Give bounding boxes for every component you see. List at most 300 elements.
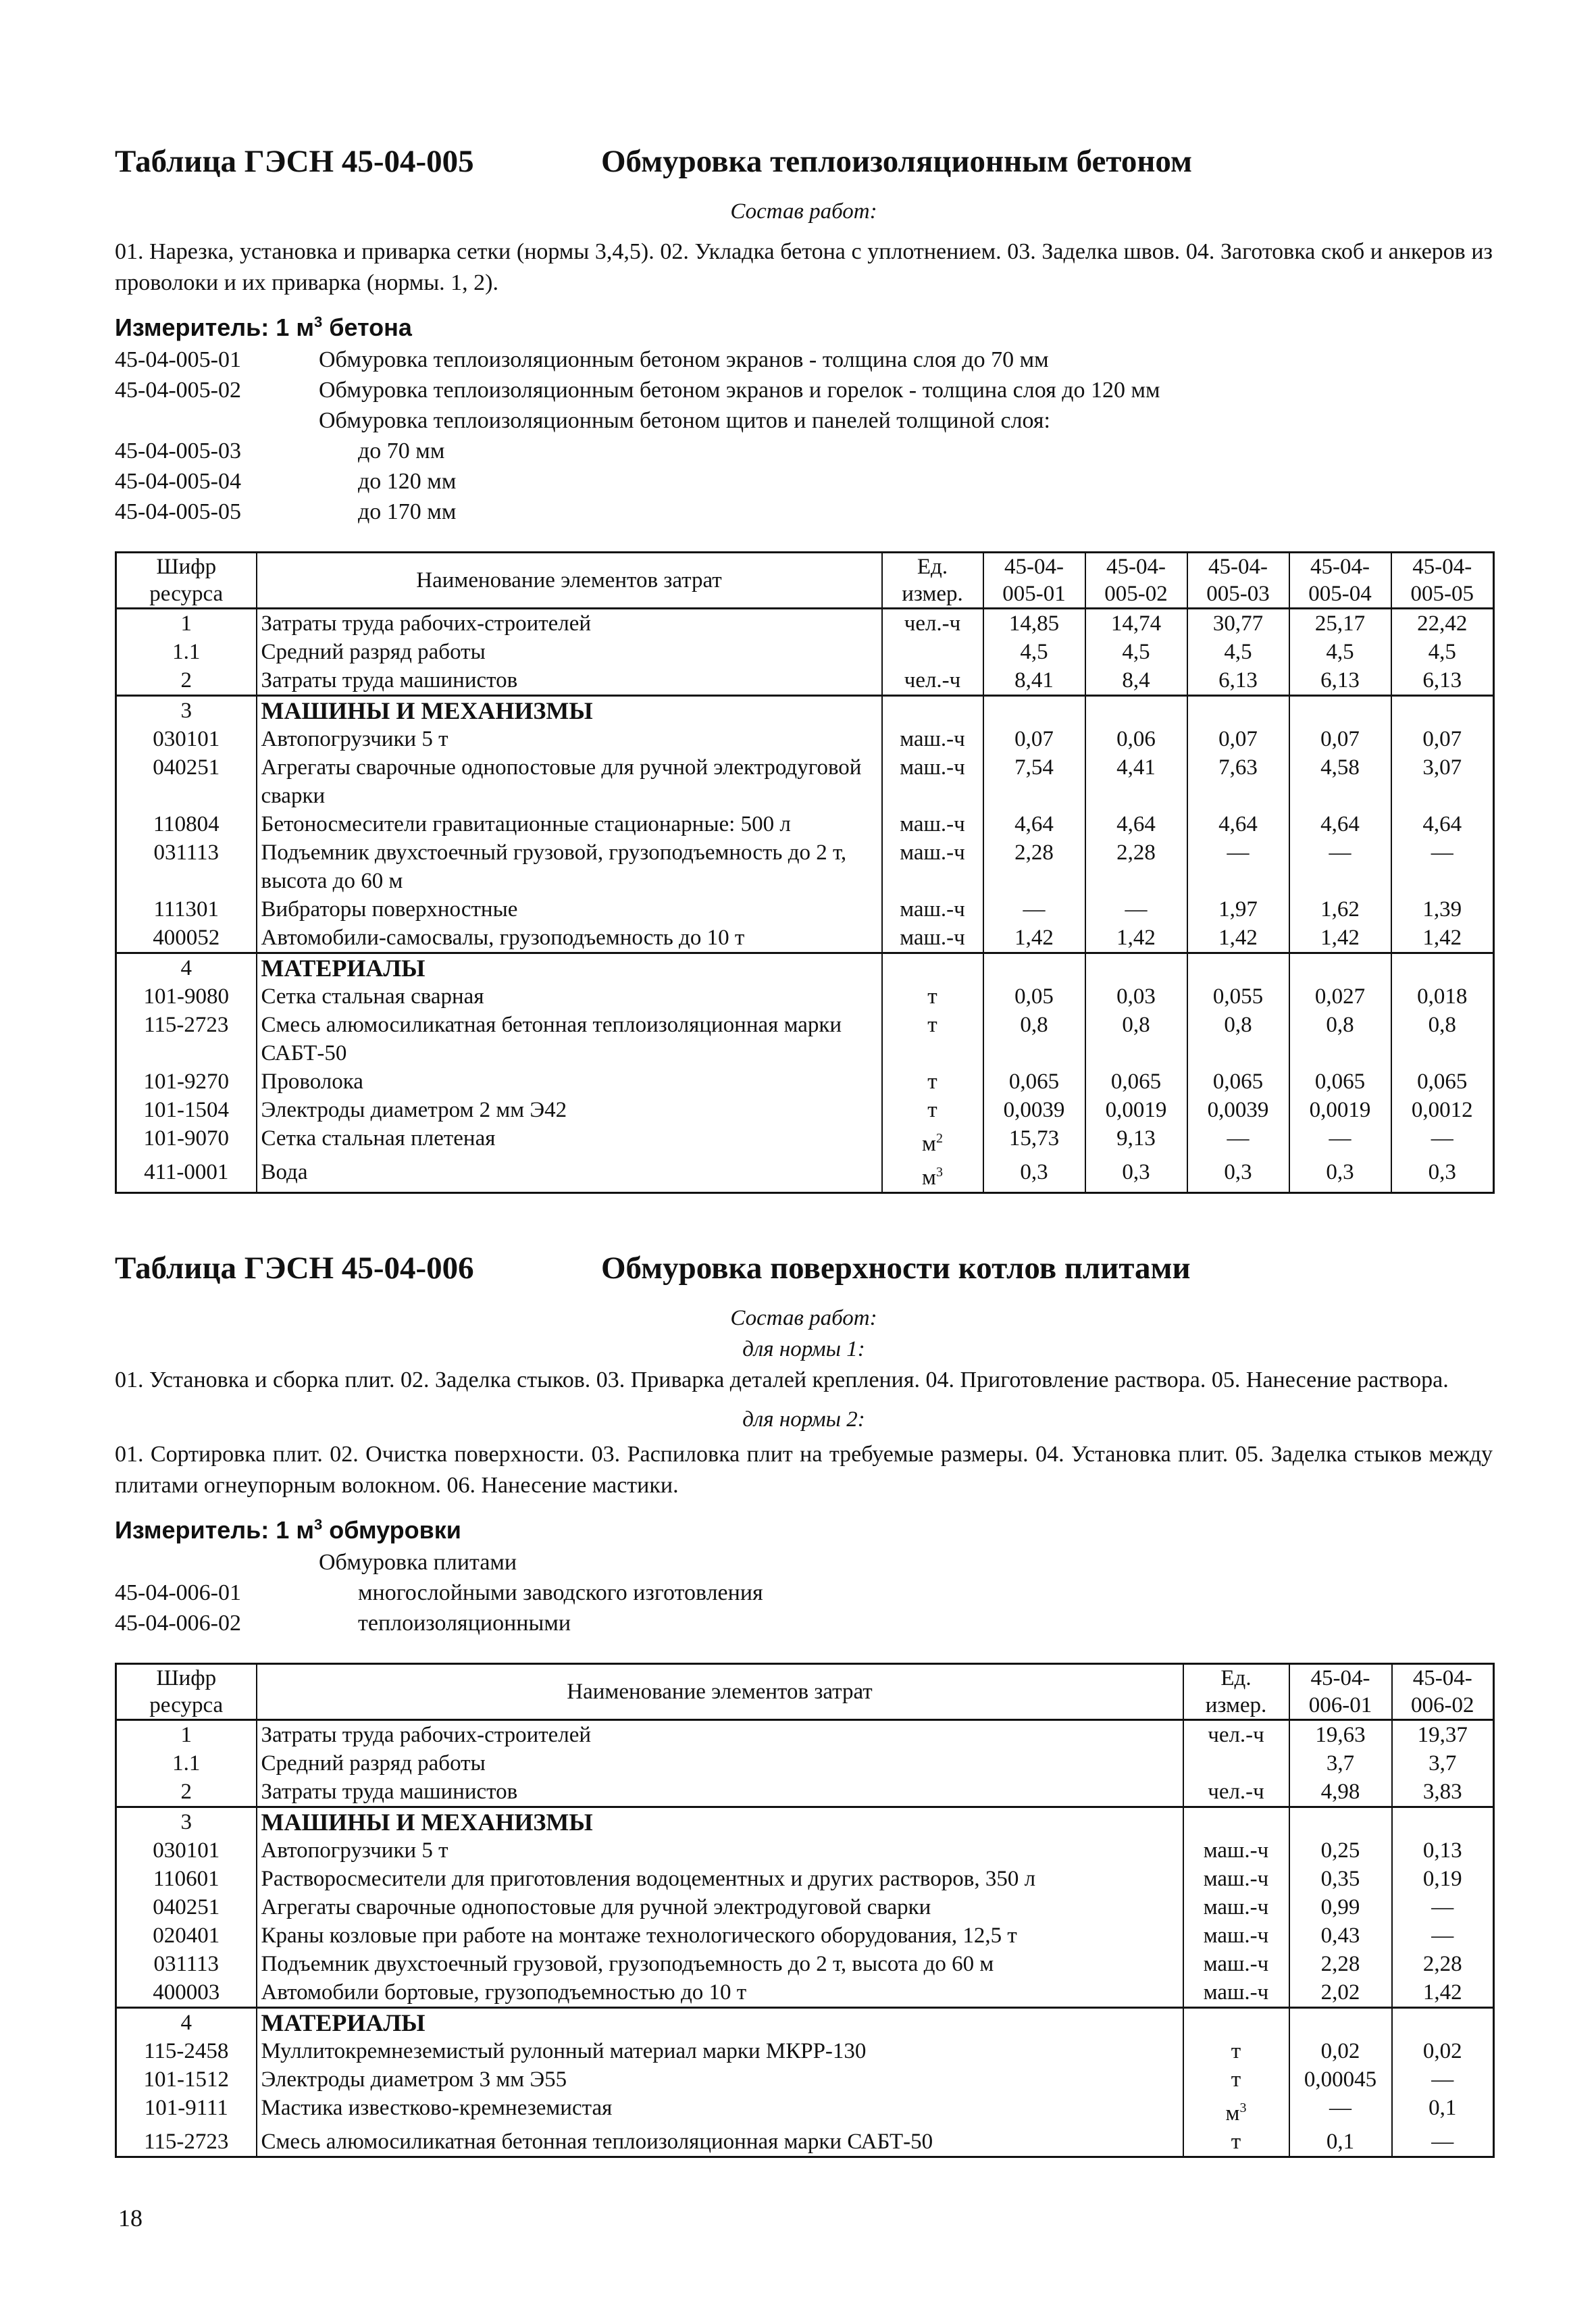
norm-value: 4,64 xyxy=(1391,810,1494,838)
resource-name: Автопогрузчики 5 т xyxy=(257,725,882,753)
norm-value: 4,41 xyxy=(1085,753,1187,810)
resource-unit xyxy=(882,953,983,983)
norm-value: 0,0012 xyxy=(1391,1096,1494,1124)
norm-value: 2,28 xyxy=(983,838,1085,895)
norm-list xyxy=(115,1547,1493,1638)
norm-value: 0,1 xyxy=(1289,2128,1392,2157)
norm-value: 0,19 xyxy=(1392,1865,1494,1893)
resource-name: Вибраторы поверхностные xyxy=(257,895,882,924)
norm-value: 4,58 xyxy=(1289,753,1391,810)
table-row xyxy=(116,1158,1494,1193)
table-row xyxy=(116,725,1494,753)
norm-value: 1,42 xyxy=(1289,924,1391,953)
norm-value: 0,3 xyxy=(1187,1158,1289,1193)
resource-name: Средний разряд работы xyxy=(257,638,882,666)
norm-value: 0,3 xyxy=(1085,1158,1187,1193)
norm-value: 0,05 xyxy=(983,982,1085,1011)
table-row xyxy=(116,953,1494,983)
resource-unit: т xyxy=(882,1096,983,1124)
resource-unit: т xyxy=(1183,2037,1289,2065)
norm-value: 1,42 xyxy=(983,924,1085,953)
resource-unit: маш.-ч xyxy=(1183,1893,1289,1921)
composition-text: 01. Установка и сборка плит. 02. Заделка стыков. 03. Приварка деталей крепления. 04. Приготовление раствора. 05. Нанесение раствора. xyxy=(115,1367,1449,1392)
norm-value: 0,027 xyxy=(1289,982,1391,1011)
norm-value: 0,3 xyxy=(983,1158,1085,1193)
norm-value xyxy=(1391,953,1494,983)
norm-value: 0,99 xyxy=(1289,1893,1392,1921)
norm-value: — xyxy=(1391,1124,1494,1158)
resource-name: Агрегаты сварочные однопостовые для ручной электродуговой сварки xyxy=(257,753,882,810)
group-heading: МАТЕРИАЛЫ xyxy=(257,953,882,983)
norm-value: 0,3 xyxy=(1391,1158,1494,1193)
group-heading: МАТЕРИАЛЫ xyxy=(257,2008,1183,2038)
composition-text: 01. Сортировка плит. 02. Очистка поверхности. 03. Распиловка плит на требуемые размеры. 04. Установка плит. 05. Заделка стыков между плитами огнеупорным волокном. 06. Нанесение мастики. xyxy=(115,1442,1493,1498)
table-title xyxy=(115,1250,1493,1299)
norm-line xyxy=(115,345,1493,375)
table-row xyxy=(116,1921,1494,1950)
resource-unit: чел.-ч xyxy=(882,666,983,696)
norm-value: 0,35 xyxy=(1289,1865,1392,1893)
table-row xyxy=(116,924,1494,953)
resource-unit: чел.-ч xyxy=(1183,1778,1289,1807)
norm-value: 0,0019 xyxy=(1289,1096,1391,1124)
norm-code: 45-04-005-05 xyxy=(115,499,241,524)
norm-line xyxy=(115,466,1493,497)
resource-unit: чел.-ч xyxy=(882,609,983,638)
norm-value: 0,00045 xyxy=(1289,2065,1392,2094)
norm-value: 7,63 xyxy=(1187,753,1289,810)
resource-unit: $м^3$ xyxy=(882,1158,983,1193)
resource-name: Затраты труда рабочих-строителей xyxy=(257,1720,1183,1750)
table-row xyxy=(116,1865,1494,1893)
meter-line: Измеритель: 1 $м^3$ обмуровки xyxy=(115,1516,461,1544)
norm-description: теплоизоляционными xyxy=(358,1611,571,1636)
resource-table xyxy=(115,1663,1495,2158)
norm-list xyxy=(115,345,1493,527)
resource-code: 101-1512 xyxy=(116,2065,257,2094)
composition-heading: Состав работ: xyxy=(730,199,877,224)
resource-name: Электроды диаметром 2 мм Э42 xyxy=(257,1096,882,1124)
resource-code: 030101 xyxy=(116,725,257,753)
norm-value: 8,41 xyxy=(983,666,1085,696)
norm-value: 0,13 xyxy=(1392,1836,1494,1865)
table-row xyxy=(116,1011,1494,1067)
norm-value: 14,85 xyxy=(983,609,1085,638)
table-row xyxy=(116,666,1494,696)
table-row xyxy=(116,753,1494,810)
resource-code: 1 xyxy=(116,1720,257,1750)
norm-value: 1,39 xyxy=(1391,895,1494,924)
table-row xyxy=(116,895,1494,924)
norm-value: 0,8 xyxy=(1391,1011,1494,1067)
resource-name: Вода xyxy=(257,1158,882,1193)
norm-value: 4,5 xyxy=(1085,638,1187,666)
norm-value: 4,64 xyxy=(1289,810,1391,838)
header-norm-col: 45-04- 005-04 xyxy=(1289,553,1391,609)
norm-value: 2,28 xyxy=(1289,1950,1392,1978)
table-row xyxy=(116,982,1494,1011)
norm-value xyxy=(1289,2008,1392,2038)
norm-value: 2,02 xyxy=(1289,1978,1392,2008)
resource-code: 4 xyxy=(116,953,257,983)
norm-value: 19,37 xyxy=(1392,1720,1494,1750)
norm-value: 0,065 xyxy=(983,1067,1085,1096)
norm-value: 0,07 xyxy=(1391,725,1494,753)
norm-value: 1,62 xyxy=(1289,895,1391,924)
resource-code: 101-9070 xyxy=(116,1124,257,1158)
resource-name: Сетка стальная сварная xyxy=(257,982,882,1011)
table-row xyxy=(116,1067,1494,1096)
norm-value: 0,8 xyxy=(1085,1011,1187,1067)
resource-name: Автомобили бортовые, грузоподъемностью до 10 т xyxy=(257,1978,1183,2008)
norm-value xyxy=(1187,696,1289,726)
resource-code: 2 xyxy=(116,666,257,696)
header-name: Наименование элементов затрат xyxy=(257,1664,1183,1720)
resource-code: 1 xyxy=(116,609,257,638)
resource-unit: маш.-ч xyxy=(882,725,983,753)
resource-unit: маш.-ч xyxy=(1183,1836,1289,1865)
norm-value: 0,0039 xyxy=(983,1096,1085,1124)
group-heading: МАШИНЫ И МЕХАНИЗМЫ xyxy=(257,1807,1183,1837)
norm-value: 0,25 xyxy=(1289,1836,1392,1865)
norm-value: 0,8 xyxy=(1187,1011,1289,1067)
norm-description: до 170 мм xyxy=(358,499,457,524)
resource-name: Затраты труда машинистов xyxy=(257,666,882,696)
norm-value: — xyxy=(1085,895,1187,924)
table-row xyxy=(116,1836,1494,1865)
resource-code: 3 xyxy=(116,1807,257,1837)
resource-code: 3 xyxy=(116,696,257,726)
table-row xyxy=(116,2065,1494,2094)
norm-value: — xyxy=(1289,2094,1392,2128)
norm-value: 2,28 xyxy=(1085,838,1187,895)
norm-value xyxy=(1392,1807,1494,1837)
resource-name: Средний разряд работы xyxy=(257,1749,1183,1778)
resource-unit: т xyxy=(882,982,983,1011)
resource-name: Бетоносмесители гравитационные стационарные: 500 л xyxy=(257,810,882,838)
table-row xyxy=(116,609,1494,638)
norm-value xyxy=(1085,696,1187,726)
norm-value: — xyxy=(1187,1124,1289,1158)
norm-code: 45-04-006-02 xyxy=(115,1611,241,1636)
norm-value: 0,0019 xyxy=(1085,1096,1187,1124)
section-gesn-45-04-005 xyxy=(115,143,1493,1194)
norm-value: 0,02 xyxy=(1392,2037,1494,2065)
norm-description: Обмуровка теплоизоляционным бетоном экранов - толщина слоя до 70 мм xyxy=(319,347,1049,372)
resource-unit: маш.-ч xyxy=(1183,1950,1289,1978)
resource-unit xyxy=(1183,1749,1289,1778)
norm-value: — xyxy=(1289,838,1391,895)
resource-unit: маш.-ч xyxy=(882,838,983,895)
norm-value: 4,5 xyxy=(1391,638,1494,666)
norm-value: 6,13 xyxy=(1187,666,1289,696)
resource-code: 1.1 xyxy=(116,1749,257,1778)
norm-value: 0,3 xyxy=(1289,1158,1391,1193)
norm-line xyxy=(115,1608,1493,1638)
header-unit: Ед. измер. xyxy=(1183,1664,1289,1720)
resource-code: 040251 xyxy=(116,753,257,810)
norm-value xyxy=(1289,696,1391,726)
table-row xyxy=(116,696,1494,726)
resource-code: 030101 xyxy=(116,1836,257,1865)
header-norm-col: 45-04- 005-02 xyxy=(1085,553,1187,609)
resource-code: 101-9111 xyxy=(116,2094,257,2128)
resource-unit: чел.-ч xyxy=(1183,1720,1289,1750)
resource-name: Затраты труда рабочих-строителей xyxy=(257,609,882,638)
norm-value: 0,1 xyxy=(1392,2094,1494,2128)
resource-unit xyxy=(1183,2008,1289,2038)
header-code: Шифр ресурса xyxy=(116,1664,257,1720)
table-title-name: Обмуровка теплоизоляционным бетоном xyxy=(601,144,1193,179)
resource-unit: т xyxy=(882,1011,983,1067)
resource-unit: маш.-ч xyxy=(882,895,983,924)
meter-line: Измеритель: 1 $м^3$ бетона xyxy=(115,313,412,341)
norm-value: 4,5 xyxy=(983,638,1085,666)
resource-unit: $м^2$ xyxy=(882,1124,983,1158)
norm-value: 3,83 xyxy=(1392,1778,1494,1807)
norm-value xyxy=(1391,696,1494,726)
resource-code: 411-0001 xyxy=(116,1158,257,1193)
table-title-code: Таблица ГЭСН 45-04-006 xyxy=(115,1251,474,1286)
norm-value: 0,8 xyxy=(1289,1011,1391,1067)
norm-line xyxy=(115,405,1493,436)
norm-value: 3,07 xyxy=(1391,753,1494,810)
norm-value: 7,54 xyxy=(983,753,1085,810)
resource-unit: т xyxy=(1183,2128,1289,2157)
norm-value: 0,02 xyxy=(1289,2037,1392,2065)
norm-value: — xyxy=(1391,838,1494,895)
resource-name: Автомобили-самосвалы, грузоподъемность до 10 т xyxy=(257,924,882,953)
resource-unit: $м^3$ xyxy=(1183,2094,1289,2128)
resource-unit: т xyxy=(882,1067,983,1096)
resource-code: 115-2723 xyxy=(116,1011,257,1067)
resource-name: Смесь алюмосиликатная бетонная теплоизоляционная марки САБТ-50 xyxy=(257,1011,882,1067)
resource-unit: маш.-ч xyxy=(1183,1978,1289,2008)
resource-name: Муллитокремнеземистый рулонный материал марки МКРР-130 xyxy=(257,2037,1183,2065)
resource-name: Смесь алюмосиликатная бетонная теплоизоляционная марки САБТ-50 xyxy=(257,2128,1183,2157)
norm-value: 0,065 xyxy=(1085,1067,1187,1096)
table-row xyxy=(116,2008,1494,2038)
norm-value: 2,28 xyxy=(1392,1950,1494,1978)
table-row xyxy=(116,1096,1494,1124)
norm-value: 1,42 xyxy=(1392,1978,1494,2008)
norm-value: 4,64 xyxy=(1085,810,1187,838)
section-gesn-45-04-006 xyxy=(115,1250,1493,2158)
table-row xyxy=(116,2037,1494,2065)
resource-name: Краны козловые при работе на монтаже технологического оборудования, 12,5 т xyxy=(257,1921,1183,1950)
header-norm-col: 45-04- 006-02 xyxy=(1392,1664,1494,1720)
norm-value: 1,42 xyxy=(1187,924,1289,953)
header-norm-col: 45-04- 005-03 xyxy=(1187,553,1289,609)
norm-description: до 70 мм xyxy=(358,438,445,463)
resource-code: 115-2723 xyxy=(116,2128,257,2157)
norm-value: — xyxy=(1392,2065,1494,2094)
resource-code: 101-9080 xyxy=(116,982,257,1011)
header-code: Шифр ресурса xyxy=(116,553,257,609)
table-row xyxy=(116,1778,1494,1807)
resource-unit: маш.-ч xyxy=(1183,1865,1289,1893)
page-number: 18 xyxy=(118,2205,143,2232)
resource-unit: т xyxy=(1183,2065,1289,2094)
resource-name: Сетка стальная плетеная xyxy=(257,1124,882,1158)
norm-value xyxy=(1289,1807,1392,1837)
norm-value: 3,7 xyxy=(1392,1749,1494,1778)
header-norm-col: 45-04- 005-05 xyxy=(1391,553,1494,609)
norm-value xyxy=(983,953,1085,983)
norm-value xyxy=(1289,953,1391,983)
norm-value: 0,065 xyxy=(1391,1067,1494,1096)
table-title-code: Таблица ГЭСН 45-04-005 xyxy=(115,144,474,179)
norm-value: 15,73 xyxy=(983,1124,1085,1158)
table-row xyxy=(116,2094,1494,2128)
header-unit: Ед. измер. xyxy=(882,553,983,609)
norm-value: 0,43 xyxy=(1289,1921,1392,1950)
resource-code: 400003 xyxy=(116,1978,257,2008)
resource-unit: маш.-ч xyxy=(882,810,983,838)
table-row xyxy=(116,2128,1494,2157)
resource-unit xyxy=(882,696,983,726)
norm-description: до 120 мм xyxy=(358,469,457,494)
norm-value: 6,13 xyxy=(1391,666,1494,696)
norm-value: 0,065 xyxy=(1187,1067,1289,1096)
norm-value: 4,64 xyxy=(983,810,1085,838)
norm-value: — xyxy=(1392,1893,1494,1921)
norm-value: — xyxy=(1289,1124,1391,1158)
norm-value: 4,5 xyxy=(1289,638,1391,666)
resource-code: 2 xyxy=(116,1778,257,1807)
resource-name: Автопогрузчики 5 т xyxy=(257,1836,1183,1865)
norm-value xyxy=(1085,953,1187,983)
norm-code: 45-04-005-02 xyxy=(115,378,241,403)
resource-code: 110804 xyxy=(116,810,257,838)
resource-code: 400052 xyxy=(116,924,257,953)
norm-value: 30,77 xyxy=(1187,609,1289,638)
norm-value: 0,0039 xyxy=(1187,1096,1289,1124)
table-row xyxy=(116,838,1494,895)
table-title xyxy=(115,143,1493,192)
table-row xyxy=(116,1124,1494,1158)
norm-value xyxy=(1392,2008,1494,2038)
norm-line xyxy=(115,1547,1493,1578)
resource-code: 4 xyxy=(116,2008,257,2038)
resource-unit: маш.-ч xyxy=(882,753,983,810)
resource-code: 110601 xyxy=(116,1865,257,1893)
norm-value: — xyxy=(983,895,1085,924)
table-row xyxy=(116,1893,1494,1921)
norm-description: Обмуровка теплоизоляционным бетоном щитов и панелей толщиной слоя: xyxy=(319,408,1050,433)
resource-code: 101-1504 xyxy=(116,1096,257,1124)
norm-line xyxy=(115,497,1493,527)
resource-code: 020401 xyxy=(116,1921,257,1950)
norm-value: 8,4 xyxy=(1085,666,1187,696)
norm-value xyxy=(983,696,1085,726)
norm-value: — xyxy=(1392,1921,1494,1950)
norm-line xyxy=(115,436,1493,466)
norm-code: 45-04-005-04 xyxy=(115,469,241,494)
table-row xyxy=(116,1749,1494,1778)
norm-value: 0,06 xyxy=(1085,725,1187,753)
norm-description: Обмуровка плитами xyxy=(319,1550,517,1575)
resource-name: Подъемник двухстоечный грузовой, грузоподъемность до 2 т, высота до 60 м xyxy=(257,1950,1183,1978)
resource-code: 040251 xyxy=(116,1893,257,1921)
resource-unit: маш.-ч xyxy=(1183,1921,1289,1950)
resource-unit: маш.-ч xyxy=(882,924,983,953)
table-header-row xyxy=(116,1664,1494,1720)
header-norm-col: 45-04- 006-01 xyxy=(1289,1664,1392,1720)
resource-name: Подъемник двухстоечный грузовой, грузоподъемность до 2 т, высота до 60 м xyxy=(257,838,882,895)
norm-value: 4,98 xyxy=(1289,1778,1392,1807)
norm-value: 6,13 xyxy=(1289,666,1391,696)
norm-value: 0,065 xyxy=(1289,1067,1391,1096)
composition-heading: Состав работ: xyxy=(730,1306,877,1330)
norm-value: 0,07 xyxy=(1289,725,1391,753)
resource-unit xyxy=(1183,1807,1289,1837)
norm-value: 19,63 xyxy=(1289,1720,1392,1750)
norm-value: 0,055 xyxy=(1187,982,1289,1011)
norm-value: 0,07 xyxy=(1187,725,1289,753)
group-heading: МАШИНЫ И МЕХАНИЗМЫ xyxy=(257,696,882,726)
norm-line xyxy=(115,375,1493,405)
resource-unit xyxy=(882,638,983,666)
norm-value: — xyxy=(1392,2128,1494,2157)
norm-value: 0,07 xyxy=(983,725,1085,753)
resource-name: Агрегаты сварочные однопостовые для ручной электродуговой сварки xyxy=(257,1893,1183,1921)
norm-line xyxy=(115,1578,1493,1608)
norm-value: 4,5 xyxy=(1187,638,1289,666)
norm-description: Обмуровка теплоизоляционным бетоном экранов и горелок - толщина слоя до 120 мм xyxy=(319,378,1160,403)
resource-name: Затраты труда машинистов xyxy=(257,1778,1183,1807)
norm-value: 1,42 xyxy=(1391,924,1494,953)
norm-code: 45-04-006-01 xyxy=(115,1580,241,1605)
resource-table xyxy=(115,551,1495,1194)
table-row xyxy=(116,1807,1494,1837)
norm-value: 1,97 xyxy=(1187,895,1289,924)
resource-code: 1.1 xyxy=(116,638,257,666)
resource-code: 115-2458 xyxy=(116,2037,257,2065)
table-row xyxy=(116,1950,1494,1978)
norm-value xyxy=(1187,953,1289,983)
resource-code: 031113 xyxy=(116,838,257,895)
resource-name: Мастика известково-кремнеземистая xyxy=(257,2094,1183,2128)
table-row xyxy=(116,1978,1494,2008)
norm-code: 45-04-005-03 xyxy=(115,438,241,463)
resource-name: Растворосмесители для приготовления водоцементных и других растворов, 350 л xyxy=(257,1865,1183,1893)
norm-value: 4,64 xyxy=(1187,810,1289,838)
header-norm-col: 45-04- 005-01 xyxy=(983,553,1085,609)
resource-code: 031113 xyxy=(116,1950,257,1978)
table-header-row xyxy=(116,553,1494,609)
norm-code: 45-04-005-01 xyxy=(115,347,241,372)
norm-value: 9,13 xyxy=(1085,1124,1187,1158)
norm-value: 14,74 xyxy=(1085,609,1187,638)
norm-description: многослойными заводского изготовления xyxy=(358,1580,763,1605)
resource-name: Проволока xyxy=(257,1067,882,1096)
norm-value: — xyxy=(1187,838,1289,895)
composition-subheading: для нормы 1: xyxy=(742,1337,865,1361)
norm-value: 3,7 xyxy=(1289,1749,1392,1778)
resource-code: 111301 xyxy=(116,895,257,924)
composition-subheading: для нормы 2: xyxy=(742,1407,865,1432)
resource-code: 101-9270 xyxy=(116,1067,257,1096)
norm-value: 0,8 xyxy=(983,1011,1085,1067)
composition-text: 01. Нарезка, установка и приварка сетки (нормы 3,4,5). 02. Укладка бетона с уплотнением. 03. Заделка швов. 04. Заготовка скоб и анкеров из проволоки и их приварка (нормы. 1, 2). xyxy=(115,239,1493,295)
norm-value: 25,17 xyxy=(1289,609,1391,638)
table-row xyxy=(116,1720,1494,1750)
resource-name: Электроды диаметром 3 мм Э55 xyxy=(257,2065,1183,2094)
norm-value: 0,018 xyxy=(1391,982,1494,1011)
table-row xyxy=(116,810,1494,838)
norm-value: 22,42 xyxy=(1391,609,1494,638)
